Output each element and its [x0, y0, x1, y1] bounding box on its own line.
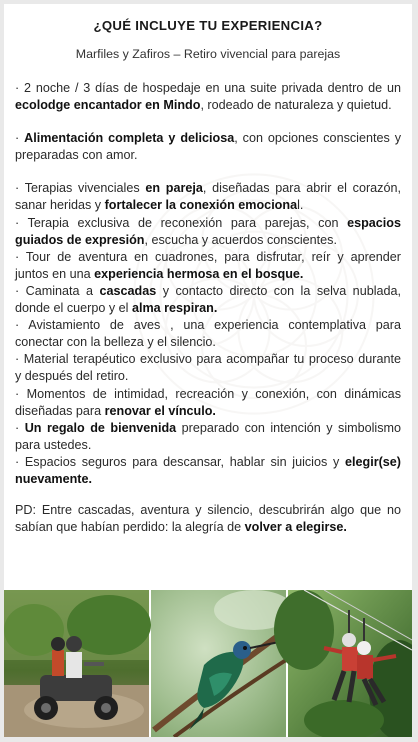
list-item — [15, 283, 401, 317]
text-span: preparado con intención y simbolismo para ustedes. — [15, 420, 402, 452]
list-item — [15, 386, 401, 420]
photo-strip — [4, 590, 412, 737]
text-span: · 2 noche / 3 días de hospedaje en una suite privada dentro de un — [15, 81, 401, 95]
text-span: , con opciones conscientes y preparadas con amor. — [15, 131, 402, 163]
text-span: · Material terapéutico exclusivo para acompañar tu proceso durante y después del retiro. — [15, 352, 401, 384]
list-item — [15, 249, 401, 283]
bold-text: experiencia hermosa en el bosque. — [94, 266, 304, 281]
bold-text: fortalecer la conexión emociona — [104, 198, 298, 213]
bold-text: en pareja — [145, 181, 203, 196]
bold-text: volver a elegirse. — [244, 520, 347, 535]
text-span: · Espacios seguros para descansar, hablar sin juicios y — [15, 454, 345, 469]
text-span: , rodeado de naturaleza y quietud. — [200, 98, 392, 113]
text-span: · — [15, 420, 25, 435]
hummingbird-photo — [151, 590, 294, 737]
text-span: , diseñadas para abrir el corazón, sanar heridas y — [15, 181, 401, 213]
bold-text: alma respiran. — [131, 301, 218, 316]
postscript — [15, 502, 401, 536]
bold-text: espacios guiados de expresión — [15, 215, 401, 247]
text-span: · Avistamiento de aves , una experiencia contemplativa para conectar con la belleza y el silencio. — [15, 318, 401, 350]
list-item — [15, 454, 401, 488]
zipline-couple-photo — [274, 590, 412, 737]
atv-couple-photo — [4, 590, 151, 737]
section-title: ¿QUÉ INCLUYE TU EXPERIENCIA? — [93, 18, 323, 33]
text-span: · — [15, 131, 25, 146]
list-item — [15, 215, 401, 249]
retreat-subtitle: Marfiles y Zafiros – Retiro vivencial para parejas — [75, 47, 341, 61]
bold-text: ecolodge encantador en Mindo — [15, 98, 201, 113]
text-span: y contacto directo con la selva nublada, donde el cuerpo y el — [15, 283, 402, 316]
bold-text: renovar el vínculo. — [104, 403, 216, 418]
list-item — [15, 130, 401, 164]
text-span: · Momentos de intimidad, recreación y conexión, con dinámicas diseñadas para — [15, 386, 401, 418]
bold-text: Un regalo de bienvenida — [24, 420, 177, 435]
bold-text: elegir(se) nuevamente. — [15, 454, 401, 486]
list-item — [15, 420, 401, 454]
list-item — [15, 80, 401, 114]
text-span: · Tour de aventura en cuadrones, para disfrutar, reír y aprender juntos en una — [15, 249, 401, 281]
text-span: l. — [297, 198, 304, 213]
bold-text: cascadas — [99, 283, 157, 298]
text-span: · Caminata a — [15, 283, 100, 298]
list-item — [15, 351, 401, 385]
list-item — [15, 180, 401, 214]
text-span: · Terapia exclusiva de reconexión para parejas, con — [15, 215, 348, 230]
content-card — [4, 4, 412, 737]
list-item — [15, 317, 401, 351]
text-span: · Terapias vivenciales — [15, 181, 146, 196]
bold-text: Alimentación completa y deliciosa — [24, 131, 235, 146]
text-span: PD: Entre cascadas, aventura y silencio, descubrirán algo que no sabían que habían perdido: la alegría de — [15, 503, 401, 535]
text-span: , escucha y acuerdos conscientes. — [144, 232, 337, 247]
